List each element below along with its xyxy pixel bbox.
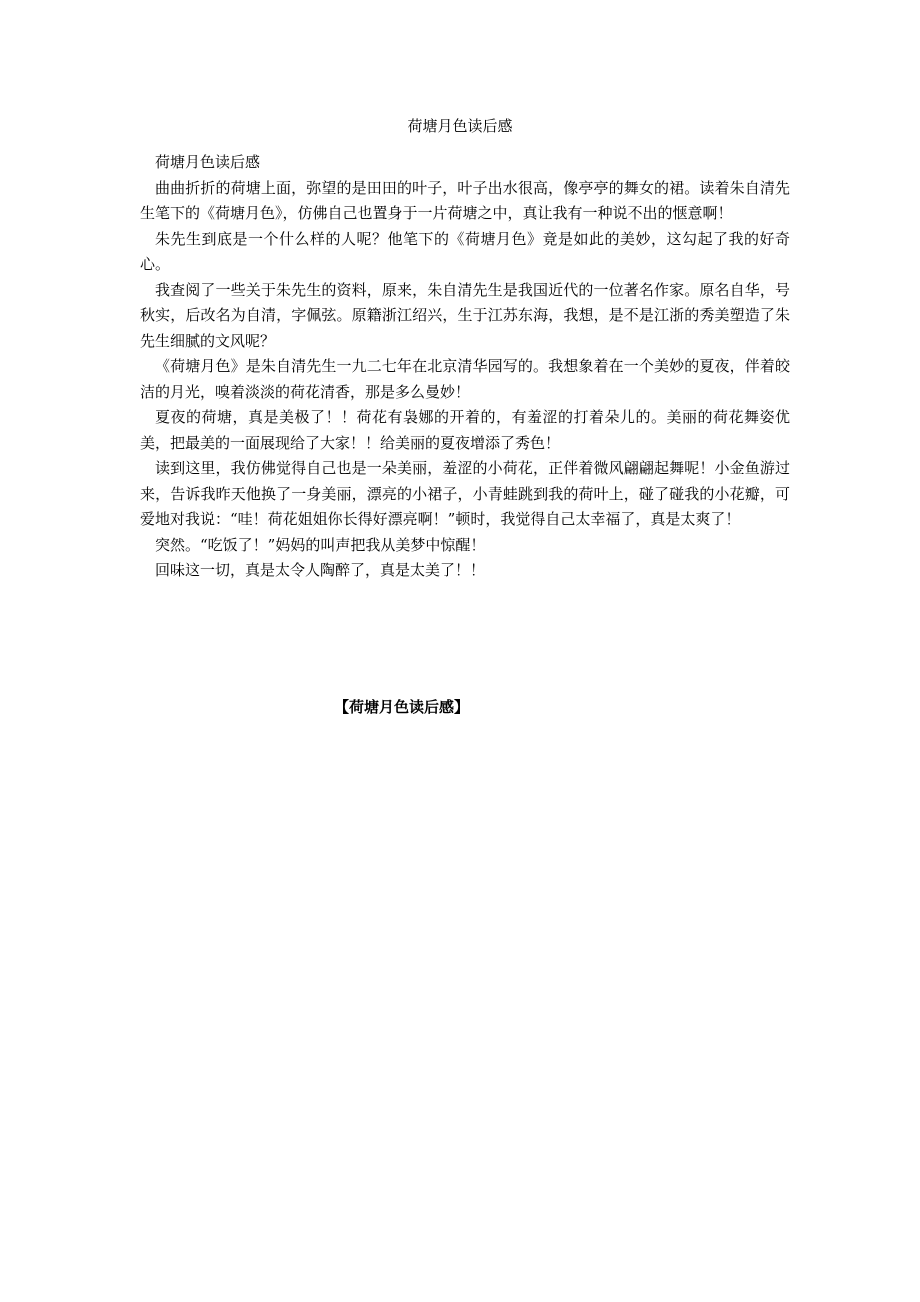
paragraph: 我查阅了一些关于朱先生的资料，原来，朱自清先生是我国近代的一位著名作家。原名自华，号秋实，后改名为自清，字佩弦。原籍浙江绍兴，生于江苏东海，我想，是不是江浙的秀美塑造了朱先生细腻的文风呢？ bbox=[140, 280, 790, 350]
footer-title: 【荷塘月色读后感】 bbox=[334, 698, 470, 716]
paragraph: 朱先生到底是一个什么样的人呢？他笔下的《荷塘月色》竟是如此的美妙，这勾起了我的好奇心。 bbox=[140, 229, 790, 273]
paragraph: 突然。“吃饭了！”妈妈的叫声把我从美梦中惊醒！ bbox=[155, 535, 486, 554]
paragraph: 回味这一切，真是太令人陶醉了，真是太美了！！ bbox=[155, 561, 486, 579]
paragraph: 《荷塘月色》是朱自清先生一九二七年在北京清华园写的。我想象着在一个美妙的夏夜，伴着皎洁的月光，嗅着淡淡的荷花清香，那是多么曼妙！ bbox=[140, 357, 790, 401]
document-title: 荷塘月色读后感 bbox=[407, 117, 513, 135]
paragraph: 读到这里，我仿佛觉得自己也是一朵美丽，羞涩的小荷花，正伴着微风翩翩起舞呢！小金鱼游过来，告诉我昨天他换了一身美丽，漂亮的小裙子，小青蛙跳到我的荷叶上，碰了碰我的小花瓣，可爱地对我说：“哇！荷花姐姐你长得好漂亮啊！”顿时，我觉得自己太幸福了，真是太爽了！ bbox=[140, 459, 790, 528]
paragraph-subtitle: 荷塘月色读后感 bbox=[155, 153, 261, 171]
paragraph: 曲曲折折的荷塘上面，弥望的是田田的叶子，叶子出水很高，像亭亭的舞女的裙。读着朱自清先生笔下的《荷塘月色》，仿佛自己也置身于一片荷塘之中，真让我有一种说不出的惬意啊！ bbox=[140, 178, 790, 222]
document-body bbox=[140, 150, 790, 584]
paragraph: 夏夜的荷塘，真是美极了！！荷花有袅娜的开着的，有羞涩的打着朵儿的。美丽的荷花舞姿优美，把最美的一面展现给了大家！！给美丽的夏夜增添了秀色！ bbox=[140, 408, 790, 452]
